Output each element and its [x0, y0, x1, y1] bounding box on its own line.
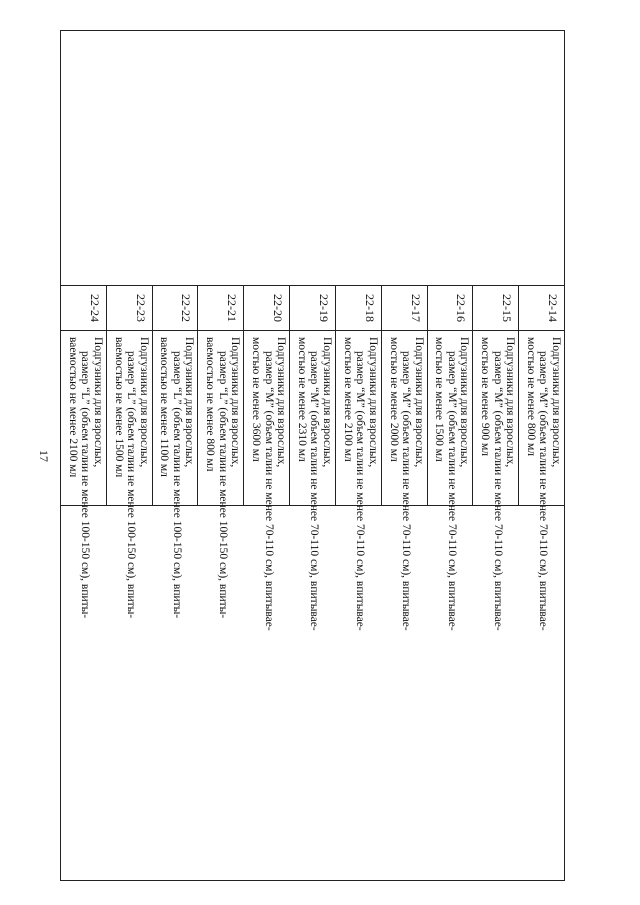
description-line: Подгузники для взрослых, [458, 337, 471, 468]
description-line: ваемостью не менее 800 мл [204, 337, 217, 472]
description-line: ваемостью не менее 1500 мл [112, 337, 125, 478]
description-line: Подгузники для взрослых, [137, 337, 150, 468]
description-line: размер “L” (объем талии не менее 100-150 см), впиты- [216, 351, 229, 619]
table-container [60, 30, 565, 880]
item-description [106, 331, 152, 619]
description-line: Подгузники для взрослых, [366, 337, 379, 468]
page-number: 17 [37, 450, 51, 462]
products-table [60, 30, 565, 881]
description-line: размер “M” (объем талии не менее 70-110 см), впитывае- [445, 351, 458, 631]
item-description [335, 331, 381, 631]
item-description [290, 331, 336, 631]
description-line: Подгузники для взрослых, [275, 337, 288, 468]
description-line: Подгузники для взрослых, [550, 337, 562, 468]
description-line: Подгузники для взрослых, [91, 337, 104, 468]
item-description [381, 331, 427, 631]
item-code: 22-14 [519, 286, 565, 331]
description-line: мостью не менее 800 мл [525, 337, 537, 457]
item-code: 22-24 [61, 286, 107, 331]
description-line: мостью не менее 3600 мл [250, 337, 263, 462]
item-code: 22-19 [290, 286, 336, 331]
description-line: мостью не менее 1500 мл [433, 337, 446, 462]
description-line: размер “M” (объем талии не менее 70-110 см), впитывае- [354, 351, 367, 631]
description-line: размер “M” (объем талии не менее 70-110 см), впитывае- [262, 351, 275, 631]
description-line: размер “L” (объем талии не менее 100-150 см), впиты- [79, 351, 92, 619]
description-line: мостью не менее 2100 мл [341, 337, 354, 462]
description-line: ваемостью не менее 2100 мл [66, 337, 79, 478]
item-code: 22-21 [198, 286, 244, 331]
item-code: 22-20 [244, 286, 290, 331]
description-line: размер “M” (объем талии не менее 70-110 см), впитывае- [400, 351, 413, 631]
item-description [198, 331, 244, 619]
item-code: 22-15 [473, 286, 519, 331]
empty-left-column [61, 31, 565, 286]
item-description [427, 331, 473, 631]
description-line: мостью не менее 2000 мл [387, 337, 400, 462]
item-code: 22-22 [152, 286, 198, 331]
description-line: размер “M” (объем талии не менее 70-110 см), впитывае- [537, 351, 550, 631]
description-line: ваемостью не менее 1100 мл [158, 337, 171, 477]
item-description [473, 331, 519, 631]
description-line: размер “L” (объем талии не менее 100-150 см), впиты- [171, 351, 183, 619]
description-line: Подгузники для взрослых, [412, 337, 425, 468]
description-line: мостью не менее 900 мл [479, 337, 492, 457]
description-line: размер “M” (объем талии не менее 70-110 см), впитывае- [491, 351, 504, 631]
item-description [61, 331, 107, 619]
description-line: Подгузники для взрослых, [229, 337, 242, 468]
rotated-table-frame [60, 30, 565, 880]
description-line: размер “M” (объем талии не менее 70-110 см), впитывае- [308, 351, 321, 631]
item-description [519, 331, 565, 631]
description-line: Подгузники для взрослых, [183, 337, 196, 468]
description-line: Подгузники для взрослых, [320, 337, 333, 468]
description-line: мостью не менее 2310 мл [295, 337, 308, 462]
description-line: размер “L” (объем талии не менее 100-150 см), впиты- [125, 351, 138, 619]
item-code: 22-23 [106, 286, 152, 331]
item-description [244, 331, 290, 631]
description-line: Подгузники для взрослых, [504, 337, 517, 468]
item-description [152, 331, 198, 619]
products-table-body [61, 31, 565, 881]
item-code: 22-16 [427, 286, 473, 331]
item-code: 22-17 [381, 286, 427, 331]
table-row [519, 31, 565, 881]
item-code: 22-18 [335, 286, 381, 331]
